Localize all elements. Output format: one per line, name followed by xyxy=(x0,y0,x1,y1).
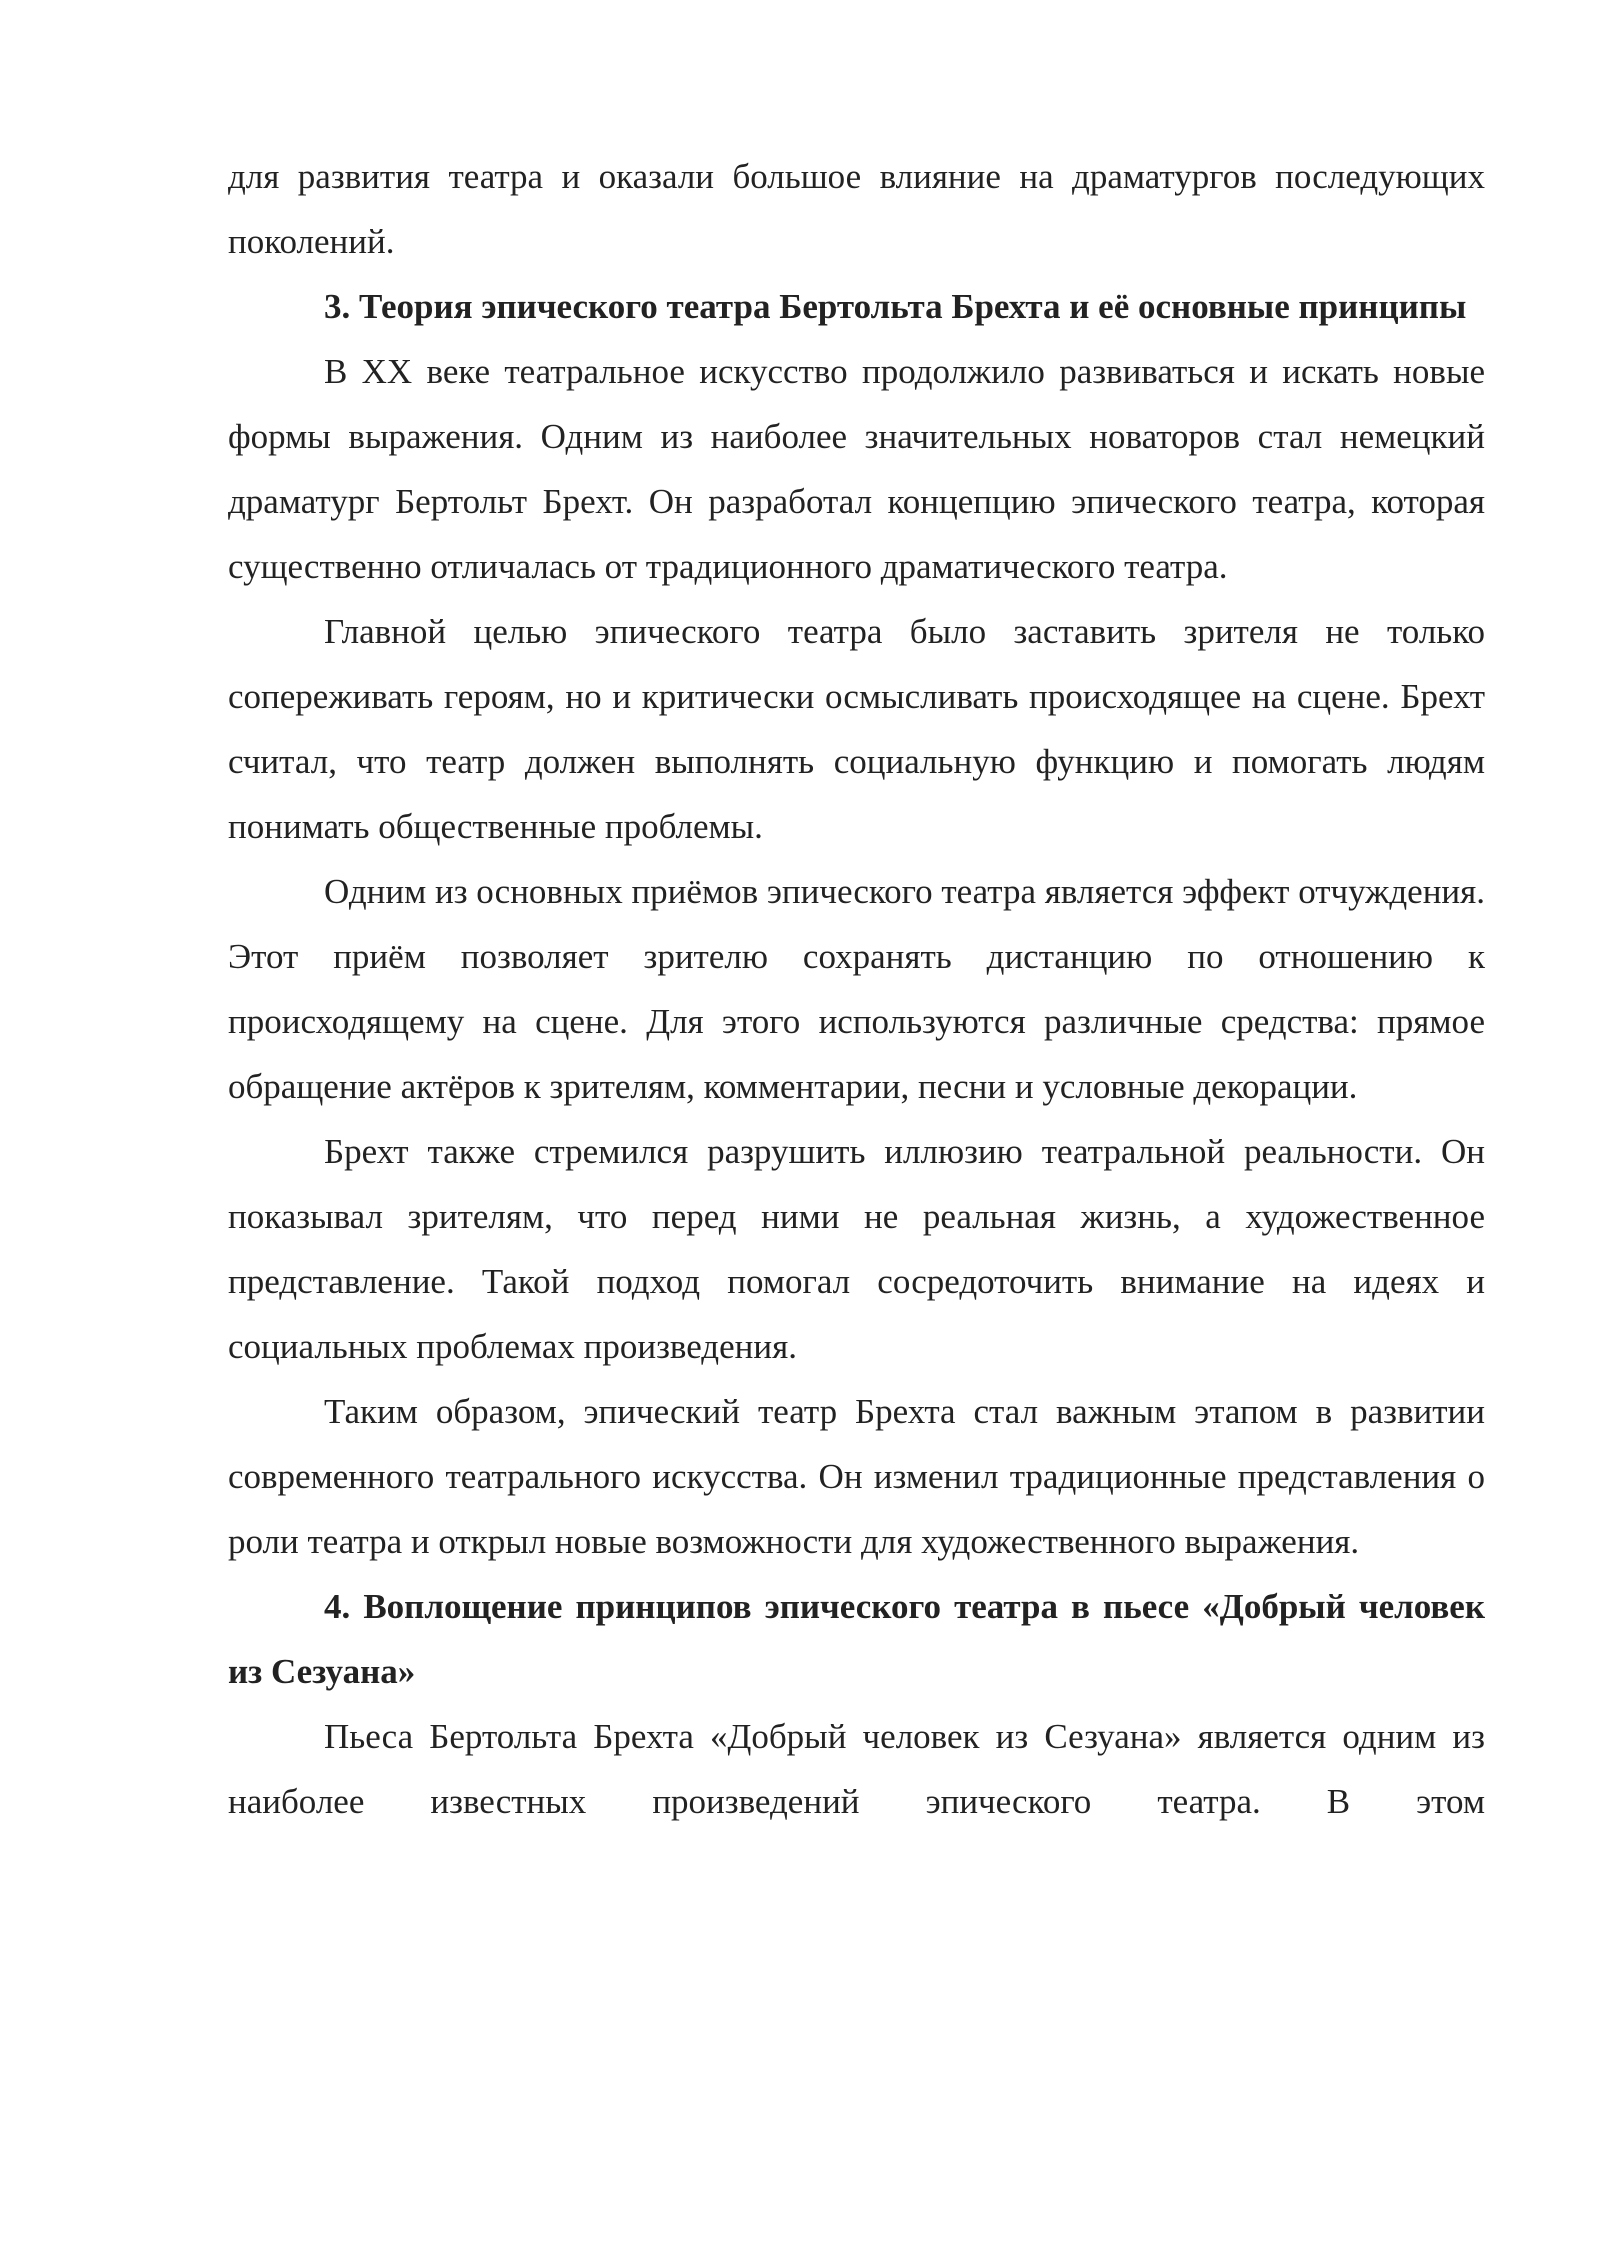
paragraph-brecht-intro: В XX веке театральное искусство продолжило развиваться и искать новые формы выражения. Одним из наиболее значительных новаторов стал немецкий драматург Бертольт Брехт. Он разработал концепцию эпического театра, которая существенно отличалась от традиционного драматического театра. xyxy=(228,352,1485,586)
paragraph-illusion: Брехт также стремился разрушить иллюзию театральной реальности. Он показывал зрителям, что перед ними не реальная жизнь, а художественное представление. Такой подход помогал сосредоточить внимание на идеях и социальных проблемах произведения. xyxy=(228,1132,1485,1366)
paragraph-good-person-intro: Пьеса Бертольта Брехта «Добрый человек из Сезуана» является одним из наиболее известных произведений эпического театра. В этом xyxy=(228,1717,1485,1821)
paragraph-conclusion: Таким образом, эпический театр Брехта стал важным этапом в развитии современного театрального искусства. Он изменил традиционные представления о роли театра и открыл новые возможности для художественного выражения. xyxy=(228,1392,1485,1561)
section-heading-3: 3. Теория эпического театра Бертольта Брехта и её основные принципы xyxy=(324,287,1467,326)
paragraph-alienation-effect: Одним из основных приёмов эпического театра является эффект отчуждения. Этот приём позволяет зрителю сохранять дистанцию по отношению к происходящему на сцене. Для этого используются различные средства: прямое обращение актёров к зрителям, комментарии, песни и условные декорации. xyxy=(228,872,1486,1106)
document-body xyxy=(228,144,1485,1834)
section-heading-4: 4. Воплощение принципов эпического театра в пьесе «Добрый человек из Сезуана» xyxy=(228,1587,1485,1691)
paragraph-continuation: для развития театра и оказали большое влияние на драматургов последующих поколений. xyxy=(228,157,1485,261)
paragraph-epic-theatre-goal: Главной целью эпического театра было заставить зрителя не только сопереживать героям, но и критически осмысливать происходящее на сцене. Брехт считал, что театр должен выполнять социальную функцию и помогать людям понимать общественные проблемы. xyxy=(228,612,1485,846)
